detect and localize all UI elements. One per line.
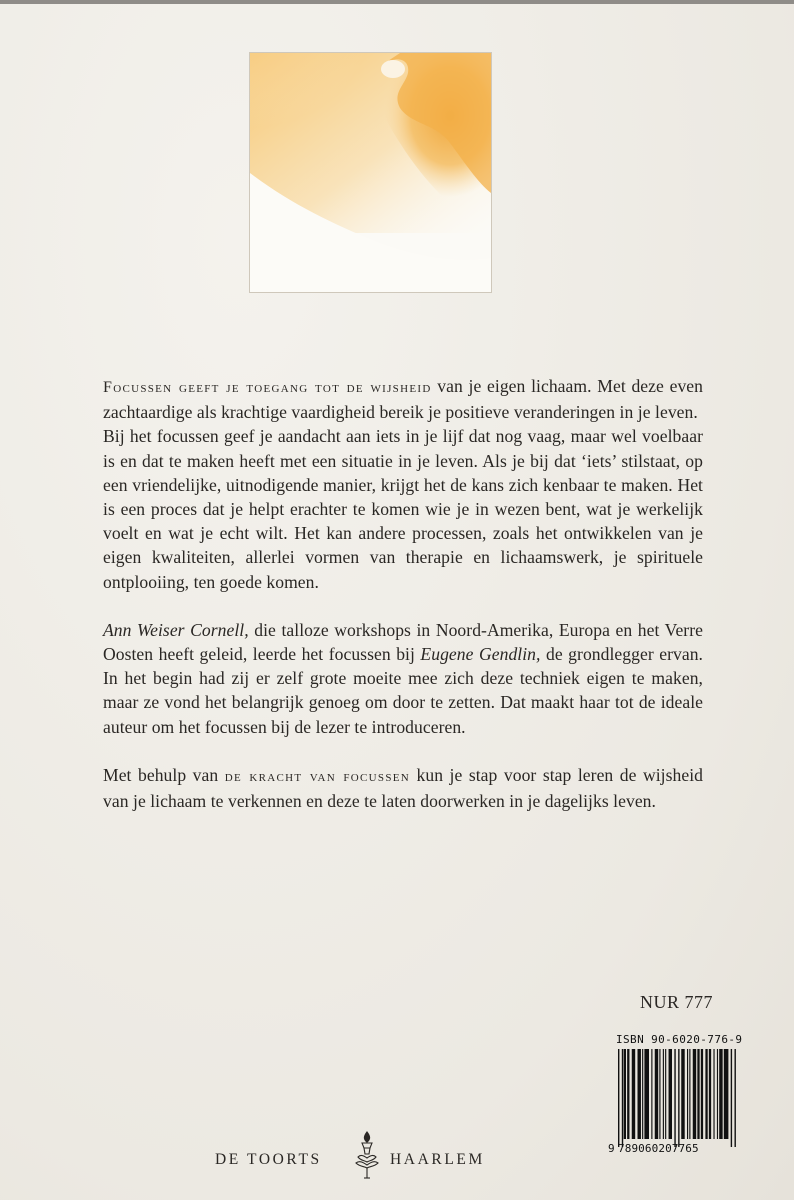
torch-icon (352, 1130, 382, 1180)
barcode-bar (642, 1049, 643, 1139)
barcode-bar (651, 1049, 652, 1139)
author-name: Ann Weiser Cornell, (103, 619, 249, 640)
book-title-smallcaps: de kracht van focussen (224, 767, 411, 785)
nur-code: NUR 777 (640, 992, 714, 1012)
barcode-bar (693, 1049, 696, 1139)
blurb-paragraph-3 (103, 618, 703, 739)
barcode-bar (663, 1049, 664, 1139)
barcode-bar (678, 1049, 679, 1147)
top-edge-rule (0, 0, 794, 4)
abstract-watercolor-image (250, 53, 491, 292)
barcode-bar (724, 1049, 729, 1139)
barcode-bar (731, 1049, 732, 1147)
ean-group-1: 789060 (618, 1142, 659, 1155)
publisher-name: DE TOORTS (215, 1151, 322, 1168)
ean-digits (608, 1142, 770, 1155)
blurb-lead-smallcaps: Focussen geeft je toegang tot de wijsheid (103, 379, 432, 396)
barcode-bar (689, 1049, 690, 1139)
ean-lead-digit: 9 (608, 1142, 615, 1155)
isbn-barcode (608, 1033, 764, 1163)
blurb-paragraph-2: Bij het focussen geef je aandacht aan iets in je lijf dat nog vaag, maar wel voelbaar is en dat te maken heeft met een situatie in je leven. Als je bij dat ‘iets’ stilstaat, op een vriendelijke, uitnodigende manier, krijgt het de kans zich kenbaar te maken. Het is een proces dat je helpt erachter te komen wie je in wezen bent, wat je werkelijk voelt en wat je echt wilt. Het kan andere processen, zoals het ontwikkelen van je eigen kwaliteiten, allerlei vormen van therapie en lichaamswerk, je spirituele ontplooiing, ten goede komen. (103, 426, 703, 592)
barcode-bar (618, 1049, 619, 1147)
barcode-bar (627, 1049, 629, 1139)
barcode-bar (659, 1049, 660, 1139)
barcode-bar (624, 1049, 626, 1139)
ean-group-2: 207765 (658, 1142, 699, 1155)
barcode-bar (674, 1049, 675, 1147)
barcode-bar (665, 1049, 666, 1139)
barcode-bar (681, 1049, 684, 1139)
blurb-paragraph-1 (103, 374, 703, 424)
cover-artwork (249, 52, 492, 293)
barcode-bar (713, 1049, 714, 1139)
blurb-p3-text-2: de grondlegger ervan. In het begin had zij er zelf grote moeite mee zich deze techniek eigen te maken, maar ze vond het belangrijk genoeg om door te zetten. Dat maakt haar tot de ideale auteur om het focussen bij de lezer te introduceren. (103, 644, 704, 737)
blurb-paragraph-4 (103, 763, 703, 813)
isbn-label: ISBN 90-6020-776-9 (616, 1033, 743, 1046)
barcode-bar (735, 1049, 736, 1147)
back-cover-blurb (103, 374, 703, 813)
barcode-bar (655, 1049, 658, 1139)
barcode-bar (717, 1049, 718, 1139)
barcode-bar (719, 1049, 722, 1139)
barcode-bar (709, 1049, 711, 1139)
barcode-bars (616, 1049, 764, 1147)
blurb-p4-text-1: Met behulp van (103, 764, 225, 785)
blurb-p1-text: van je eigen lichaam. Met deze even zachtaardige als krachtige vaardigheid bereik je positieve veranderingen in je leven. (103, 376, 703, 423)
barcode-bar (697, 1049, 699, 1139)
publisher-imprint (215, 1130, 505, 1180)
barcode-bar (644, 1049, 649, 1139)
barcode-bar (669, 1049, 672, 1139)
barcode-bar (701, 1049, 703, 1139)
barcode-bar (687, 1049, 688, 1139)
mentor-name: Eugene Gendlin, (420, 644, 541, 665)
barcode-bar (705, 1049, 707, 1139)
blurb-p3-text-1: die talloze workshops in Noord-Amerika, Europa en het Verre Oosten heeft geleid, leerde het focussen bij (103, 619, 703, 665)
blurb-p4-text-2: kun je stap voor stap leren de wijsheid van je lichaam te verkennen en deze te laten doorwerken in je dagelijks leven. (103, 764, 703, 812)
publisher-city: HAARLEM (390, 1151, 485, 1168)
barcode-bar (622, 1049, 623, 1147)
barcode-bar (632, 1049, 635, 1139)
barcode-bar (638, 1049, 641, 1139)
